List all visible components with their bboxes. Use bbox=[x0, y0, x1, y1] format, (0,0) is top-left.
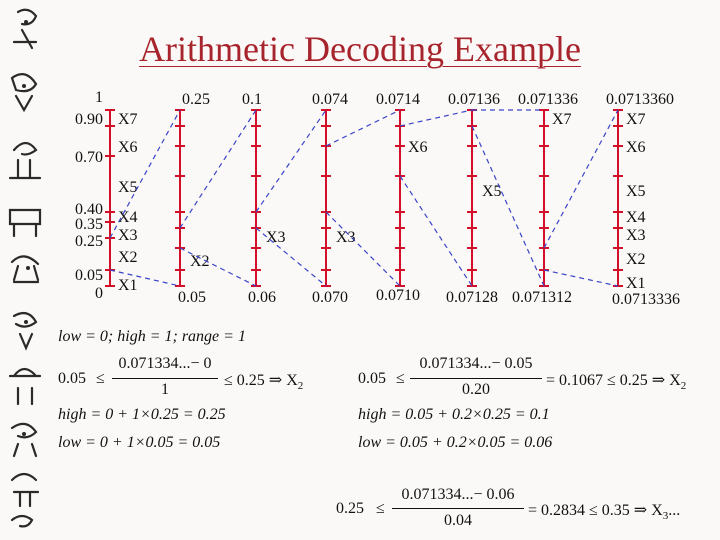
symbol-label: X6 bbox=[118, 139, 138, 156]
left-high-equation: high = 0 + 1×0.25 = 0.25 bbox=[58, 406, 226, 423]
scale-label: 0.70 bbox=[75, 149, 103, 166]
bottom-value-label: 0.070 bbox=[312, 289, 348, 306]
mapping-dashed-line bbox=[110, 110, 180, 238]
final-symbol-label: X3 bbox=[626, 227, 646, 244]
right-frac-den: 0.20 bbox=[462, 381, 490, 398]
mapping-dashed-line bbox=[400, 176, 472, 286]
mapping-dashed-line bbox=[472, 126, 544, 286]
bottom-frac-den: 0.04 bbox=[444, 512, 472, 529]
bottom-value-label: 0.0710 bbox=[376, 287, 420, 304]
scale-label: 0.40 bbox=[75, 201, 103, 218]
decoded-symbol-label: X5 bbox=[482, 183, 502, 200]
init-equation: low = 0; high = 1; range = 1 bbox=[58, 328, 246, 345]
symbol-label: X5 bbox=[118, 179, 138, 196]
left-frac-bar bbox=[112, 378, 218, 379]
mapping-dashed-line bbox=[544, 270, 618, 286]
left-low-equation: low = 0 + 1×0.05 = 0.05 bbox=[58, 434, 221, 451]
final-symbol-label: X7 bbox=[626, 111, 646, 128]
bottom-frac-bar bbox=[392, 508, 524, 509]
right-frac-bar bbox=[410, 378, 542, 379]
bottom-value-label: 0.0713336 bbox=[612, 291, 680, 308]
mapping-dashed-line bbox=[326, 110, 400, 146]
top-value-label: 0.071336 bbox=[518, 91, 578, 108]
final-symbol-label: X1 bbox=[626, 275, 646, 292]
decoded-symbol-label: X3 bbox=[336, 229, 356, 246]
top-value-label: 0.25 bbox=[182, 91, 210, 108]
right-low-equation: low = 0.05 + 0.2×0.05 = 0.06 bbox=[358, 434, 553, 451]
symbol-label: X3 bbox=[118, 227, 138, 244]
bottom-value-label: 0.05 bbox=[178, 289, 206, 306]
top-value-label: 0.1 bbox=[242, 91, 262, 108]
scale-label: 0.35 bbox=[75, 216, 103, 233]
slide-title: Arithmetic Decoding Example bbox=[139, 29, 581, 69]
left-ineq-lower: 0.05 bbox=[58, 370, 86, 387]
bottom-ineq-lower: 0.25 bbox=[336, 500, 364, 517]
bottom-value-label: 0.071312 bbox=[512, 289, 572, 306]
top-value-label: 0.074 bbox=[312, 91, 348, 108]
right-ineq-lower: 0.05 bbox=[358, 370, 386, 387]
symbol-label: X1 bbox=[118, 277, 138, 294]
mapping-dashed-line bbox=[180, 110, 256, 228]
right-ineq-result: = 0.1067 ≤ 0.25 ⇒ $X_2$ bbox=[546, 372, 687, 393]
bottom-frac-num: 0.071334...− 0.06 bbox=[401, 486, 515, 503]
top-value-label: 0.0713360 bbox=[606, 91, 674, 108]
decoded-symbol-label: X3 bbox=[266, 229, 286, 246]
scale-label: 0 bbox=[95, 285, 103, 302]
mapping-dashed-line bbox=[326, 212, 400, 286]
mapping-dashed-line bbox=[544, 110, 618, 248]
decoded-symbol-label: X6 bbox=[408, 139, 428, 156]
decoded-symbol-label: X2 bbox=[190, 253, 210, 270]
symbol-label: X4 bbox=[118, 209, 138, 226]
final-symbol-label: X6 bbox=[626, 139, 646, 156]
mapping-dashed-line bbox=[256, 110, 326, 212]
scale-label: 0.90 bbox=[75, 111, 103, 128]
right-frac-num: 0.071334...− 0.05 bbox=[419, 355, 533, 372]
bottom-value-label: 0.07128 bbox=[446, 289, 498, 306]
left-ineq-result: ≤ 0.25 ⇒ $X_2$ bbox=[224, 372, 304, 393]
scale-label: 1 bbox=[95, 89, 103, 106]
left-frac-den: 1 bbox=[161, 381, 169, 398]
bottom-ineq-result: = 0.2834 ≤ 0.35 ⇒ $X_3$... bbox=[528, 502, 681, 523]
symbol-label: X7 bbox=[118, 111, 138, 128]
right-high-equation: high = 0.05 + 0.2×0.25 = 0.1 bbox=[358, 406, 550, 423]
final-symbol-label: X5 bbox=[626, 183, 646, 200]
top-value-label: 0.07136 bbox=[448, 91, 500, 108]
scale-label: 0.25 bbox=[75, 233, 103, 250]
final-symbol-label: X2 bbox=[626, 251, 646, 268]
left-frac-num: 0.071334...− 0 bbox=[118, 355, 212, 372]
bottom-value-label: 0.06 bbox=[248, 289, 276, 306]
scale-label: 0.05 bbox=[75, 267, 103, 284]
mapping-dashed-line bbox=[256, 228, 326, 286]
top-value-label: 0.0714 bbox=[376, 91, 420, 108]
symbol-label: X2 bbox=[118, 249, 138, 266]
decoded-symbol-label: X7 bbox=[552, 111, 572, 128]
mapping-dashed-line bbox=[400, 110, 472, 126]
final-symbol-label: X4 bbox=[626, 209, 646, 226]
